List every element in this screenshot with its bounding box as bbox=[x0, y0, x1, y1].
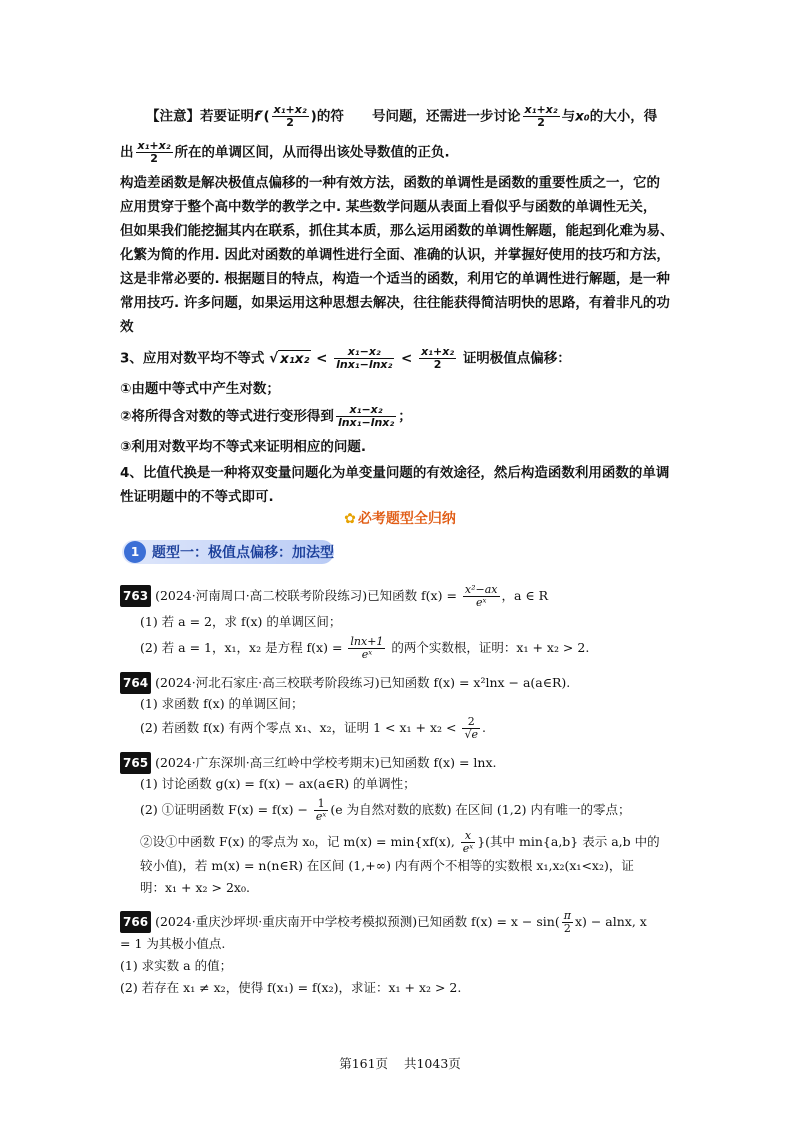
page-number: 第161页 bbox=[339, 1056, 389, 1071]
fraction: $\frac{\text{x₁+x₂}}{2}$ bbox=[137, 139, 171, 165]
math-fprime: f′ bbox=[254, 108, 264, 125]
question-764-stem: 764 (2024·河北石家庄·高三校联考阶段练习)已知函数 f(x) = x²lnx − a(a∈R). bbox=[120, 672, 570, 694]
step-2: ②将所得含对数的等式进行变形得到 $\frac{\text{x₁−x₂}}{\text{lnx₁−lnx₂}}$ ； bbox=[120, 403, 412, 429]
paragraph-line: 应用贯穿于整个高中数学的教学之中. 某些数学问题从表面上看似乎与函数的单调性无关， bbox=[120, 199, 657, 215]
paragraph-line: 效 bbox=[120, 319, 134, 335]
question-765-stem: 765 (2024·广东深圳·高三红岭中学校考期末)已知函数 f(x) = lnx. bbox=[120, 752, 496, 774]
section-title: ✿ 必考题型全归纳 bbox=[344, 511, 456, 527]
fraction: $\frac{\ln x+1}{\text{eˣ}}$ bbox=[350, 635, 384, 661]
fraction: $\frac{\text{x₁+x₂}}{2}$ bbox=[273, 103, 307, 129]
question-765-part-1: (1) 讨论函数 g(x) = f(x) − ax(a∈R) 的单调性； bbox=[140, 776, 416, 791]
question-763-part-2: (2) 若 a = 1，x₁，x₂ 是方程 f(x) = $\frac{\ln x+1}{\text{eˣ}}$ 的两个实数根，证明：x₁ + x₂ > 2. bbox=[140, 635, 590, 661]
question-765-part-3: ②设①中函数 F(x) 的零点为 x₀，记 m(x) = min{xf(x), $\frac{x}{\text{eˣ}}$ }(其中 min{a,b} 表示 a,b 中的 bbox=[140, 829, 660, 855]
question-763-stem: 763 (2024·河南周口·高二校联考阶段练习)已知函数 f(x) = $\frac{\text{x²−ax}}{\text{eˣ}}$ ，a ∈ R bbox=[120, 584, 548, 609]
item-4-line: 4、比值代换是一种将双变量问题化为单变量问题的有效途径，然后构造函数利用函数的单调 bbox=[120, 465, 670, 481]
question-766-stem: 766 (2024·重庆沙坪坝·重庆南开中学校考模拟预测)已知函数 f(x) = x − sin( $\frac{\pi}{2}$ x) − alnx, x bbox=[120, 910, 647, 935]
paragraph-line: 化繁为简的作用. 因此对函数的单调性进行全面、准确的认识，并掌握好使用的技巧和方法， bbox=[120, 247, 670, 263]
question-765-part-2: (2) ①证明函数 F(x) = f(x) − $\frac{1}{\text{eˣ}}$ (e 为自然对数的底数) 在区间 (1,2) 内有唯一的零点； bbox=[140, 797, 631, 823]
question-764-part-1: (1) 求函数 f(x) 的单调区间； bbox=[140, 696, 304, 711]
question-764-part-2: (2) 若函数 f(x) 有两个零点 x₁、x₂，证明 1 < x₁ + x₂ < $\frac{2}{√e}$ . bbox=[140, 715, 486, 741]
fraction: $\frac{2}{√e}$ bbox=[464, 715, 478, 741]
fraction: $\frac{\pi}{2}$ bbox=[563, 909, 571, 935]
paragraph-line: 但如果我们能挖掘其内在联系，抓住其本质，那么运用函数的单调性解题，能起到化难为易、 bbox=[120, 223, 674, 239]
fraction: $\frac{x}{\text{eˣ}}$ bbox=[462, 829, 474, 855]
item-4-line: 性证明题中的不等式即可. bbox=[120, 489, 274, 505]
fraction: $\frac{\text{x₁−x₂}}{\text{lnx₁−lnx₂}}$ bbox=[336, 345, 393, 371]
step-1: ①由题中等式中产生对数； bbox=[120, 381, 280, 397]
fraction: $\frac{\text{x₁−x₂}}{\text{lnx₁−lnx₂}}$ bbox=[337, 403, 395, 429]
sqrt-x1x2: x₁x₂ bbox=[280, 350, 310, 367]
note-text: 【注意】若要证明 bbox=[146, 108, 254, 125]
question-765-part-5: 明：x₁ + x₂ > 2x₀. bbox=[140, 880, 250, 895]
question-766-part-1: (1) 求实数 a 的值； bbox=[120, 958, 233, 973]
question-number: 764 bbox=[120, 672, 151, 694]
page-total: 共1043页 bbox=[403, 1056, 461, 1071]
topic-title: 题型一：极值点偏移：加法型 bbox=[152, 545, 334, 561]
note-line-2: 出 $\frac{\text{x₁+x₂}}{2}$ 所在的单调区间，从而得出该处导数值的正负. bbox=[120, 139, 450, 165]
topic-number-badge: 1 bbox=[124, 541, 146, 563]
paragraph-line: 这是非常必要的. 根据题目的特点，构造一个适当的函数，利用它的单调性进行解题，是一种 bbox=[120, 271, 670, 287]
question-763-part-1: (1) 若 a = 2，求 f(x) 的单调区间； bbox=[140, 614, 342, 629]
question-number: 766 bbox=[120, 911, 151, 933]
question-number: 765 bbox=[120, 752, 151, 774]
fraction: $\frac{\text{x₁+x₂}}{2}$ bbox=[524, 103, 558, 129]
fraction: $\frac{1}{\text{eˣ}}$ bbox=[315, 797, 327, 823]
note-line-1: 【注意】若要证明f′( $\frac{\text{x₁+x₂}}{2}$ )的符 号问题，还需进一步讨论 $\frac{\text{x₁+x₂}}{2}$ 与x₀的大小，得 bbox=[146, 103, 658, 129]
paragraph-line: 构造差函数是解决极值点偏移的一种有效方法，函数的单调性是函数的重要性质之一，它的 bbox=[120, 175, 660, 191]
badge-icon: ✿ bbox=[344, 511, 356, 527]
question-765-part-4: 较小值)，若 m(x) = n(n∈R) 在区间 (1,+∞) 内有两个不相等的实数根 x₁,x₂(x₁<x₂)，证 bbox=[140, 858, 634, 873]
step-3: ③利用对数平均不等式来证明相应的问题. bbox=[120, 439, 367, 455]
fraction: $\frac{\text{x²−ax}}{\text{eˣ}}$ bbox=[464, 583, 498, 609]
question-766-part-2: (2) 若存在 x₁ ≠ x₂，使得 f(x₁) = f(x₂)，求证：x₁ + x₂ > 2. bbox=[120, 980, 462, 995]
page-footer bbox=[0, 1054, 800, 1072]
fraction: $\frac{\text{x₁+x₂}}{2}$ bbox=[421, 345, 455, 371]
paragraph-line: 常用技巧. 许多问题，如果运用这种思想去解决，往往能获得简洁明快的思路，有着非凡的功 bbox=[120, 295, 670, 311]
item-3: 3、应用对数平均不等式 √ x₁x₂ < $\frac{\text{x₁−x₂}}{\text{lnx₁−lnx₂}}$ < $\frac{\text{x₁+x₂}}{2}$ 证明极值点偏移： bbox=[120, 345, 571, 371]
question-766-line-2: = 1 为其极小值点. bbox=[120, 936, 226, 951]
question-number: 763 bbox=[120, 585, 151, 607]
